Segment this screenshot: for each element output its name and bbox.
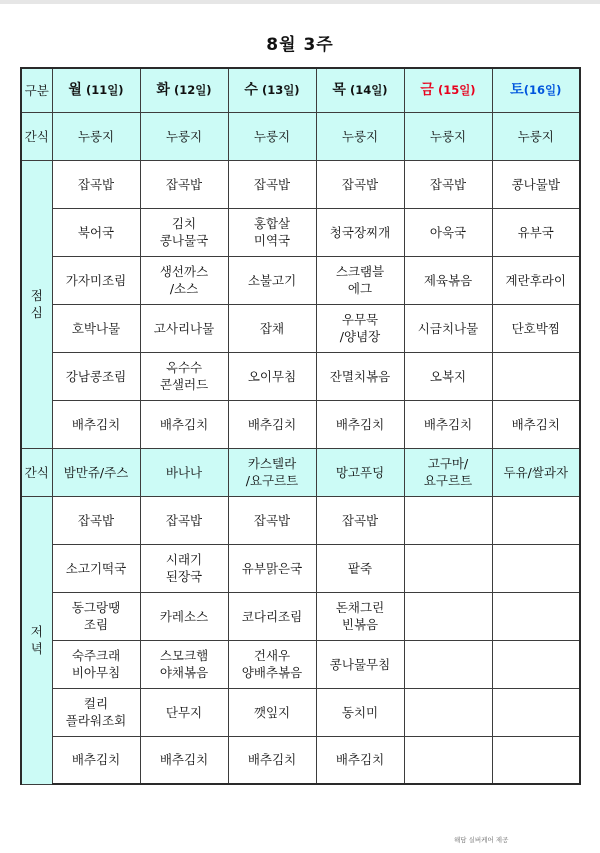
menu-cell: 제육볶음 (404, 256, 492, 304)
menu-cell: 시금치나물 (404, 304, 492, 352)
menu-cell: 누룽지 (228, 112, 316, 160)
menu-cell: 소고기떡국 (52, 544, 140, 592)
snack1-row (21, 112, 580, 160)
menu-cell: 고사리나물 (140, 304, 228, 352)
menu-cell: 잡채 (228, 304, 316, 352)
menu-cell: 고구마/ 요구르트 (404, 448, 492, 496)
dinner-row (21, 496, 580, 544)
lunch-row (21, 208, 580, 256)
menu-cell (492, 592, 580, 640)
day-header (228, 68, 316, 112)
day-date: (16일) (523, 83, 562, 98)
header-row (21, 68, 580, 112)
menu-cell: 바나나 (140, 448, 228, 496)
menu-cell (404, 736, 492, 784)
day-date: (13일) (261, 83, 300, 98)
day-header (316, 68, 404, 112)
weekly-menu-table (20, 67, 581, 785)
day-name: 토 (510, 82, 524, 99)
label-char: 저 (30, 624, 43, 639)
menu-cell: 잡곡밥 (52, 496, 140, 544)
day-date: (11일) (85, 83, 124, 98)
day-date: (12일) (173, 83, 212, 98)
menu-cell: 누룽지 (492, 112, 580, 160)
label-char: 녁 (30, 641, 43, 656)
menu-cell: 누룽지 (316, 112, 404, 160)
menu-cell (404, 496, 492, 544)
day-name: 월 (68, 82, 82, 99)
menu-cell: 오복지 (404, 352, 492, 400)
day-date: (14일) (349, 83, 388, 98)
menu-cell: 동치미 (316, 688, 404, 736)
day-name: 목 (332, 82, 346, 99)
lunch-label (21, 160, 52, 448)
day-header (404, 68, 492, 112)
menu-cell: 김치 콩나물국 (140, 208, 228, 256)
menu-cell: 코다리조림 (228, 592, 316, 640)
lunch-row (21, 160, 580, 208)
menu-cell: 청국장찌개 (316, 208, 404, 256)
menu-cell: 잡곡밥 (228, 160, 316, 208)
day-name: 수 (244, 82, 258, 99)
menu-cell (404, 592, 492, 640)
dinner-label (21, 496, 52, 784)
dinner-row (21, 592, 580, 640)
menu-cell: 컬리 플라워조회 (52, 688, 140, 736)
menu-cell: 배추김치 (316, 400, 404, 448)
lunch-row (21, 304, 580, 352)
menu-cell: 카스텔라 /요구르트 (228, 448, 316, 496)
menu-cell (404, 688, 492, 736)
snack2-row (21, 448, 580, 496)
menu-cell (492, 640, 580, 688)
dinner-row (21, 544, 580, 592)
day-header (52, 68, 140, 112)
menu-cell: 스크램블 에그 (316, 256, 404, 304)
menu-cell: 잔멸치볶음 (316, 352, 404, 400)
menu-cell: 북어국 (52, 208, 140, 256)
menu-cell (492, 352, 580, 400)
menu-cell: 배추김치 (52, 400, 140, 448)
menu-cell: 두유/쌀과자 (492, 448, 580, 496)
snack-label: 간식 (21, 448, 52, 496)
menu-cell: 누룽지 (140, 112, 228, 160)
menu-cell: 가자미조림 (52, 256, 140, 304)
menu-cell (404, 544, 492, 592)
menu-cell: 배추김치 (316, 736, 404, 784)
menu-cell: 깻잎지 (228, 688, 316, 736)
menu-cell: 누룽지 (52, 112, 140, 160)
menu-cell (492, 688, 580, 736)
menu-cell: 건새우 양배추볶음 (228, 640, 316, 688)
day-header (140, 68, 228, 112)
menu-cell: 옥수수 콘샐러드 (140, 352, 228, 400)
menu-cell: 배추김치 (492, 400, 580, 448)
menu-cell: 단호박찜 (492, 304, 580, 352)
menu-cell: 배추김치 (228, 736, 316, 784)
menu-cell: 배추김치 (228, 400, 316, 448)
snack-label: 간식 (21, 112, 52, 160)
menu-cell: 배추김치 (404, 400, 492, 448)
footer-credit: 해담 실버케어 제공 (454, 836, 509, 844)
menu-cell: 배추김치 (140, 736, 228, 784)
menu-cell: 카레소스 (140, 592, 228, 640)
menu-cell: 호박나물 (52, 304, 140, 352)
menu-cell: 오이무침 (228, 352, 316, 400)
lunch-row (21, 352, 580, 400)
menu-cell: 배추김치 (140, 400, 228, 448)
menu-cell: 우무묵 /양념장 (316, 304, 404, 352)
day-header (492, 68, 580, 112)
menu-cell: 팥죽 (316, 544, 404, 592)
menu-cell: 아욱국 (404, 208, 492, 256)
menu-cell: 소불고기 (228, 256, 316, 304)
menu-cell: 유부맑은국 (228, 544, 316, 592)
menu-cell: 계란후라이 (492, 256, 580, 304)
menu-cell: 콩나물무침 (316, 640, 404, 688)
menu-cell: 잡곡밥 (52, 160, 140, 208)
day-name: 화 (156, 82, 170, 99)
menu-cell: 강남콩조림 (52, 352, 140, 400)
menu-cell: 생선까스 /소스 (140, 256, 228, 304)
menu-cell: 홍합살 미역국 (228, 208, 316, 256)
lunch-row (21, 256, 580, 304)
dinner-row (21, 640, 580, 688)
menu-cell: 잡곡밥 (316, 160, 404, 208)
menu-cell: 단무지 (140, 688, 228, 736)
menu-cell (492, 496, 580, 544)
menu-cell: 배추김치 (52, 736, 140, 784)
menu-cell: 망고푸딩 (316, 448, 404, 496)
menu-cell: 동그랑땡 조림 (52, 592, 140, 640)
menu-cell: 잡곡밥 (140, 160, 228, 208)
header-category: 구분 (21, 68, 52, 112)
menu-cell: 시래기 된장국 (140, 544, 228, 592)
label-char: 점 (30, 288, 43, 303)
lunch-row (21, 400, 580, 448)
top-strip (0, 0, 600, 4)
menu-cell (404, 640, 492, 688)
label-char: 심 (30, 305, 43, 320)
menu-cell: 스모크햄 야채볶음 (140, 640, 228, 688)
menu-cell: 잡곡밥 (316, 496, 404, 544)
menu-cell: 밤만쥬/주스 (52, 448, 140, 496)
day-date: (15일) (437, 83, 476, 98)
page-title: 8월 3주 (266, 35, 334, 55)
dinner-row (21, 688, 580, 736)
menu-cell: 돈채그린 빈볶음 (316, 592, 404, 640)
menu-cell: 잡곡밥 (228, 496, 316, 544)
menu-cell (492, 544, 580, 592)
menu-cell: 잡곡밥 (140, 496, 228, 544)
dinner-row (21, 736, 580, 784)
menu-cell (492, 736, 580, 784)
menu-cell: 누룽지 (404, 112, 492, 160)
menu-cell: 유부국 (492, 208, 580, 256)
day-name: 금 (420, 82, 434, 99)
menu-cell: 잡곡밥 (404, 160, 492, 208)
menu-cell: 콩나물밥 (492, 160, 580, 208)
menu-cell: 숙주크래 비아무침 (52, 640, 140, 688)
